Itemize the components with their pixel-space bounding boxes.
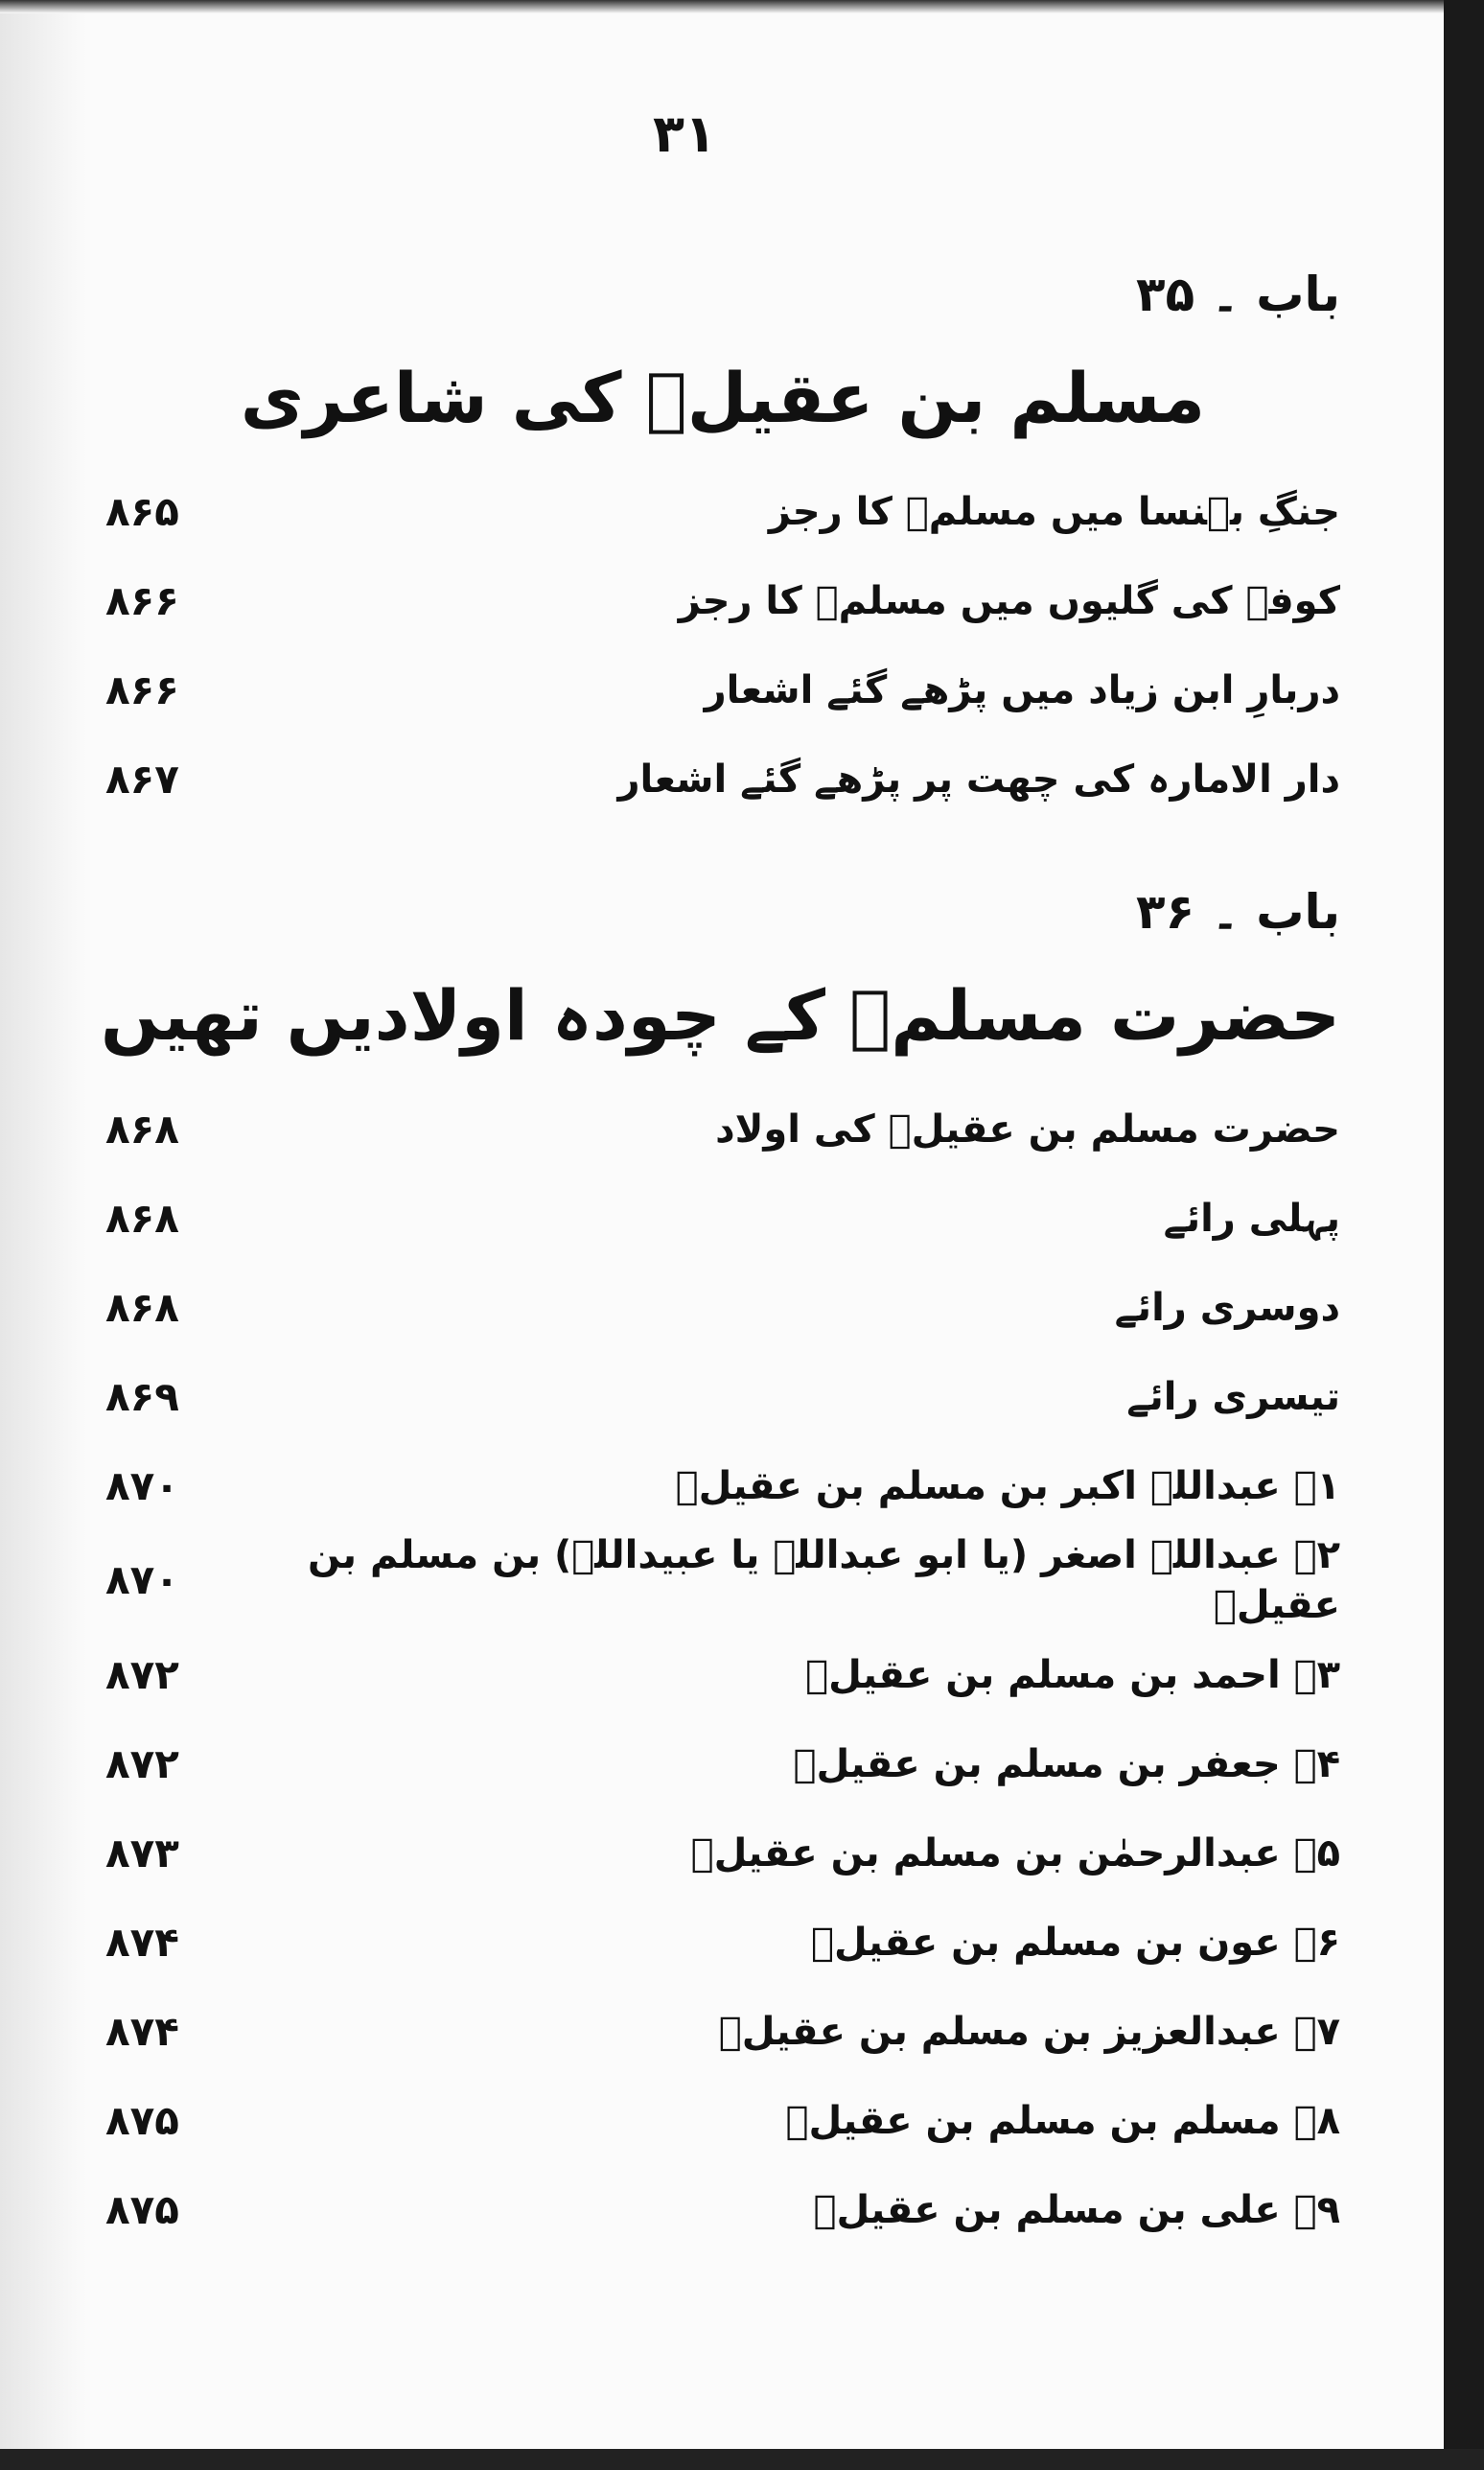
toc-entry: ۴۔ جعفر بن مسلم بن عقیلؑ [793, 1741, 1340, 1786]
toc-page: ۸۷۲ [105, 1650, 179, 1698]
toc-row [105, 2076, 1340, 2165]
toc-row [105, 1987, 1340, 2076]
toc-page: ۸۶۷ [105, 755, 179, 803]
toc-row [105, 1530, 1340, 1630]
toc-entry: ۵۔ عبدالرحمٰن بن مسلم بن عقیلؑ [690, 1830, 1340, 1876]
toc-entry: دار الامارہ کی چھت پر پڑھے گئے اشعار [617, 757, 1340, 802]
toc-row [105, 1263, 1340, 1352]
page-content [100, 0, 1340, 2254]
toc-page: ۸۷۲ [105, 1739, 179, 1787]
toc-entry: ۳۔ احمد بن مسلم بن عقیلؑ [805, 1652, 1340, 1697]
toc-page: ۸۶۶ [105, 576, 179, 624]
toc-row [105, 1174, 1340, 1263]
chapter-35-title: مسلم بن عقیلؑ کی شاعری [240, 358, 1206, 438]
toc-page: ۸۷۵ [105, 2096, 179, 2144]
toc-page: ۸۷۳ [105, 1829, 179, 1876]
toc-row [105, 556, 1340, 645]
toc-row [105, 1898, 1340, 1987]
toc-page: ۸۷۵ [105, 2185, 179, 2233]
toc-page: ۸۶۸ [105, 1194, 179, 1242]
toc-entry: دربارِ ابن زیاد میں پڑھے گئے اشعار [704, 667, 1340, 712]
toc-entry: جنگِ بہنسا میں مسلمؑ کا رجز [768, 489, 1340, 534]
toc-page: ۸۶۹ [105, 1372, 179, 1420]
toc-entry: حضرت مسلم بن عقیلؑ کی اولاد [715, 1107, 1340, 1152]
toc-entry: ۹۔ علی بن مسلم بن عقیلؑ [813, 2187, 1340, 2232]
toc-row [105, 734, 1340, 824]
toc-page: ۸۷۴ [105, 1918, 179, 1966]
toc-entry: ۸۔ مسلم بن مسلم بن عقیلؑ [785, 2098, 1340, 2143]
toc-row [105, 1630, 1340, 1719]
toc-page: ۸۷۴ [105, 2007, 179, 2055]
toc-row [105, 1719, 1340, 1808]
toc-page: ۸۷۰ [105, 1461, 179, 1509]
toc-entry: ۱۔ عبداللہ اکبر بن مسلم بن عقیلؑ [675, 1463, 1340, 1508]
toc-row [105, 2165, 1340, 2254]
toc-row [105, 645, 1340, 734]
scan-right-edge [1444, 0, 1484, 2470]
toc-entry: دوسری رائے [1114, 1285, 1340, 1330]
toc-row [105, 1441, 1340, 1530]
scan-shadow [0, 0, 86, 2470]
toc-entry: کوفے کی گلیوں میں مسلمؑ کا رجز [678, 578, 1340, 623]
toc-entry: ۷۔ عبدالعزیز بن مسلم بن عقیلؑ [718, 2009, 1340, 2054]
page-number: ۳۱ [653, 104, 716, 164]
chapter-36-title: حضرت مسلمؑ کے چودہ اولادیں تھیں [100, 975, 1340, 1056]
toc-row [105, 467, 1340, 556]
toc-entry: ۲۔ عبداللہ اصغر (یا ابو عبداللہ یا عبیداللہ) بن مسلم بن عقیلؑ [308, 1533, 1340, 1627]
toc-row [105, 1352, 1340, 1441]
chapter-35-label: باب ۔ ۳۵ [1136, 267, 1340, 322]
toc-row [105, 1808, 1340, 1898]
toc-entry: تیسری رائے [1126, 1374, 1340, 1419]
toc-page: ۸۶۸ [105, 1105, 179, 1153]
chapter-36-label: باب ۔ ۳۶ [1136, 884, 1340, 940]
toc-page: ۸۶۶ [105, 665, 179, 713]
toc-page: ۸۷۰ [105, 1556, 179, 1603]
toc-entry: پہلی رائے [1163, 1196, 1340, 1241]
toc-page: ۸۶۵ [105, 487, 179, 535]
toc-entry: ۶۔ عون بن مسلم بن عقیلؑ [811, 1920, 1340, 1965]
toc-row [105, 1084, 1340, 1174]
scan-bottom-edge [0, 2449, 1484, 2470]
toc-page: ۸۶۸ [105, 1283, 179, 1331]
